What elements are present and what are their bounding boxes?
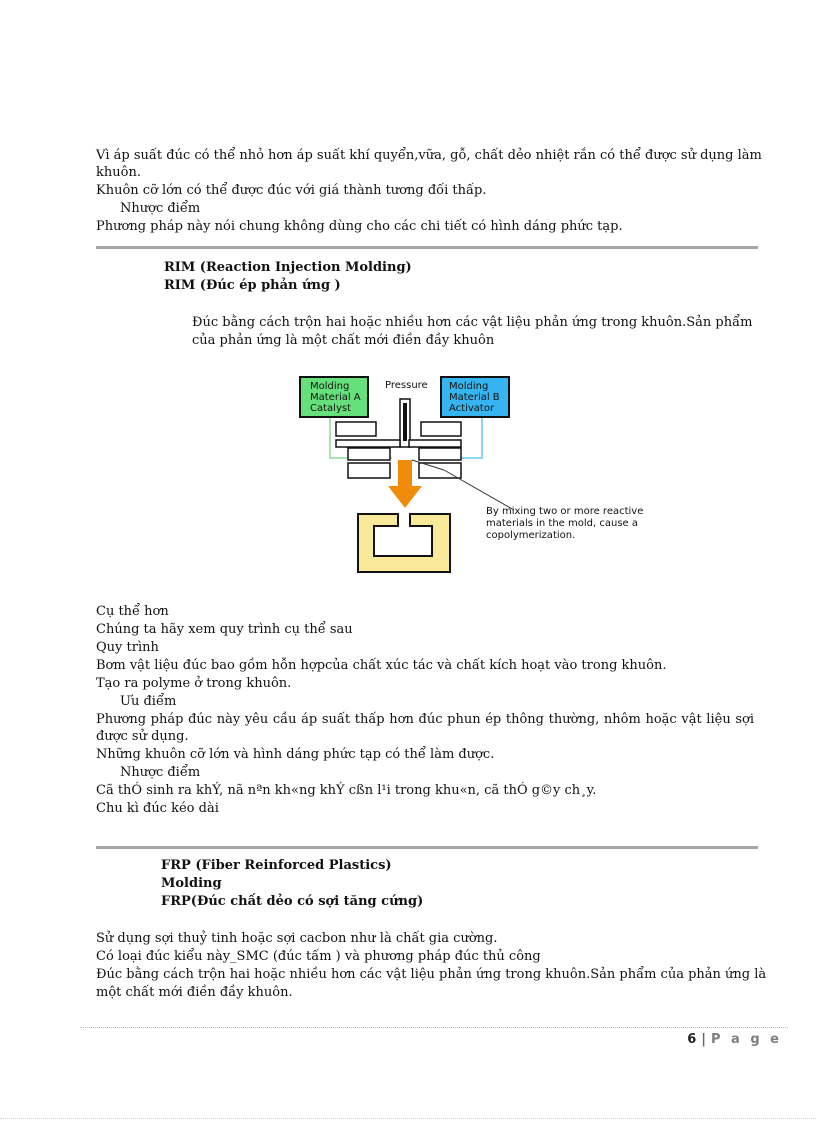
note-text: copolymerization. [486,530,576,541]
section-heading-frp: Molding [161,876,222,891]
paragraph-line: Có loại đúc kiểu này_SMC (đúc tấm ) và phương pháp đúc thủ công [96,949,541,964]
material-b-label: Material B [449,392,500,403]
page-number [687,1032,782,1047]
section-heading-rim-en: RIM (Reaction Injection Molding) [164,260,412,275]
paragraph-line: Tạo ra polyme ở trong khuôn. [96,676,292,691]
mix-head-left-lower [348,463,390,478]
rim-description: Đúc bằng cách trộn hai hoặc nhiều hơn các vật liệu phản ứng trong khuôn.Sản phẩm [192,315,753,330]
page-bottom-border [0,1118,816,1119]
note-text: materials in the mold, cause a [486,518,638,529]
mix-head-right-upper [421,422,461,436]
pressure-rod [403,403,407,441]
paragraph-line: được sử dụng. [96,729,189,744]
callout-line [444,470,514,510]
section-heading-frp: FRP (Fiber Reinforced Plastics) [161,858,392,873]
material-b-label: Molding [449,381,489,392]
section-divider [96,246,758,249]
paragraph-line: Đúc bằng cách trộn hai hoặc nhiều hơn các vật liệu phản ứng trong khuôn.Sản phẩm của phản ứng là [96,967,767,982]
paragraph-line: Bơm vật liệu đúc bao gồm hỗn hợpcủa chất xúc tác và chất kích hoạt vào trong khuôn. [96,658,667,673]
mix-head-right-bar [409,440,461,447]
material-a-label: Catalyst [310,403,351,414]
pressure-label: Pressure [385,380,428,391]
paragraph-line: Phương pháp này nói chung không dùng cho các chi tiết có hình dáng phức tạp. [96,219,623,234]
mold-cavity [374,526,432,556]
injection-arrow [388,460,422,508]
paragraph-line: Cã thÓ sinh ra khÝ, nã nªn kh«ng khÝ cßn l¹i trong khu«n, cã thÓ g©y ch¸y. [96,783,597,798]
paragraph-line: Khuôn cỡ lớn có thể được đúc với giá thành tương đối thấp. [96,183,487,198]
material-a-label: Molding [310,381,350,392]
note-text: By mixing two or more reactive [486,506,644,517]
material-a-label: Material A [310,392,361,403]
paragraph-line: Cụ thể hơn [96,604,169,619]
paragraph-line: Chúng ta hãy xem quy trình cụ thể sau [96,622,353,637]
subheading-disadvantage: Nhược điểm [120,765,201,780]
page-number-value: 6 [687,1032,698,1047]
rim-description: của phản ứng là một chất mới điền đầy khuôn [192,333,495,348]
mold-gate-cover [399,524,409,528]
paragraph-line: khuôn. [96,165,141,180]
footer-divider [80,1027,788,1028]
nozzle-left [348,448,390,460]
paragraph-line: Chu kì đúc kéo dài [96,801,219,816]
mix-head-left-upper [336,422,376,436]
section-divider [96,846,758,849]
nozzle-right [419,448,461,460]
page-number-separator: | [701,1032,707,1047]
paragraph-line: Vì áp suất đúc có thể nhỏ hơn áp suất khí quyển,vữa, gỗ, chất dẻo nhiệt rắn có thể được sử dụng làm [96,148,762,163]
paragraph-line: một chất mới điền đầy khuôn. [96,985,293,1000]
subheading-advantage: Ưu điểm [120,694,177,709]
subheading-disadvantage: Nhược điểm [120,201,201,216]
mix-head-left-bar [336,440,400,447]
page-word: P a g e [710,1032,782,1047]
paragraph-line: Quy trình [96,640,159,655]
material-b-label: Activator [449,403,495,414]
paragraph-line: Sử dụng sợi thuỷ tinh hoặc sợi cacbon như là chất gia cường. [96,931,498,946]
section-heading-rim-vi: RIM (Đúc ép phản ứng ) [164,278,341,293]
paragraph-line: Những khuôn cỡ lớn và hình dáng phức tạp có thể làm được. [96,747,495,762]
rim-process-diagram [296,372,644,576]
section-heading-frp-vi: FRP(Đúc chất dẻo có sợi tăng cứng) [161,894,424,909]
paragraph-line: Phương pháp đúc này yêu cầu áp suất thấp hơn đúc phun ép thông thường, nhôm hoặc vật liệu sợi [96,712,754,727]
